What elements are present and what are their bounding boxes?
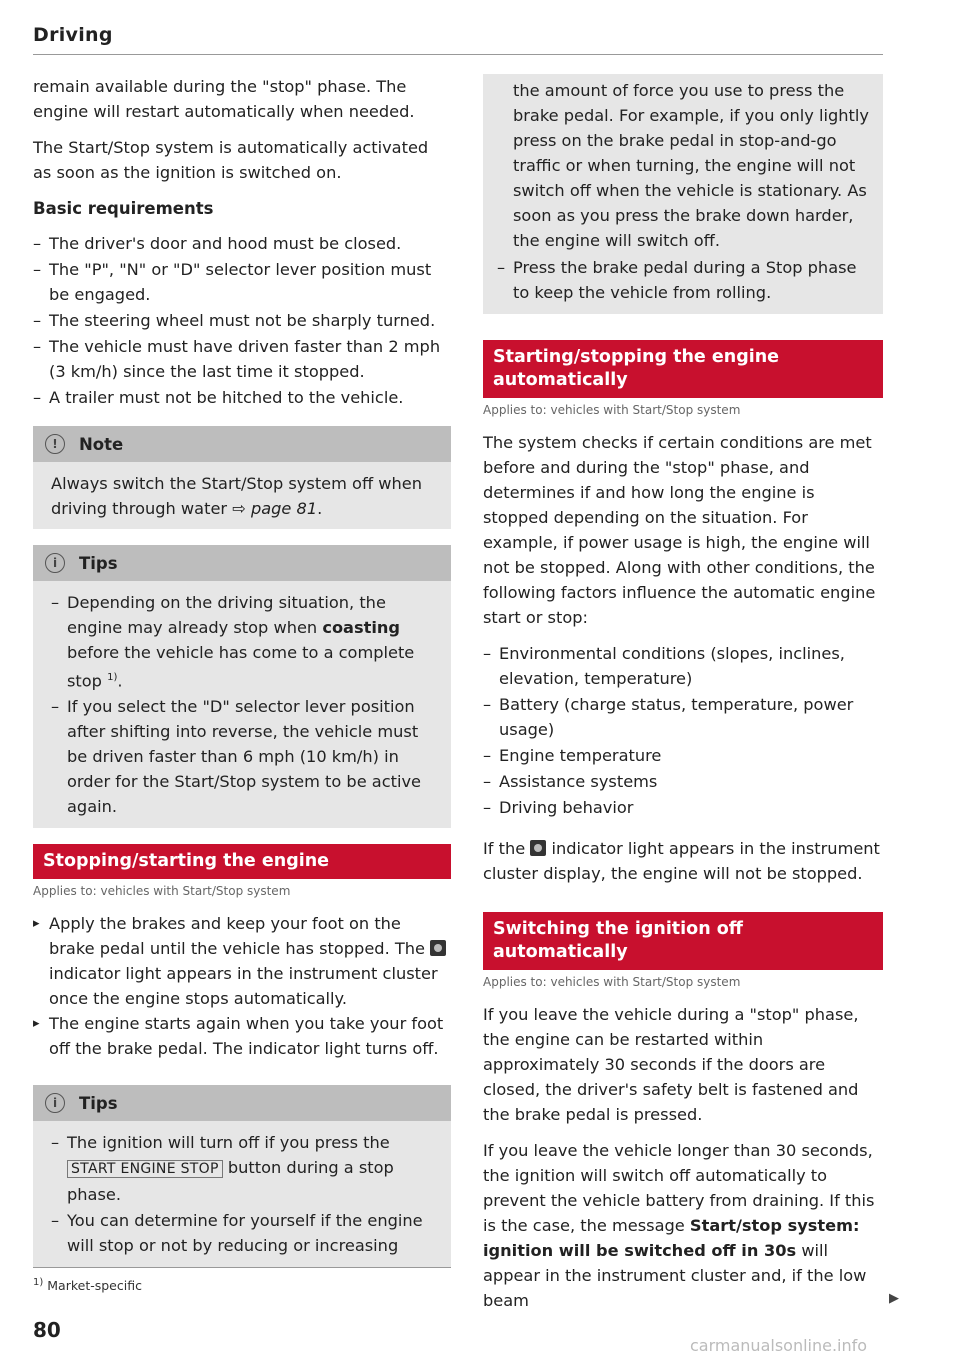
paragraph: The system checks if certain conditions are met before and during the "stop" phase, and determines if and how long the engine is stopped depending on the situation. For example, if power usage is high, the engine will not be stopped. Along with other conditions, the following factors influence the automatic engine start or stop:	[483, 433, 876, 627]
start-stop-indicator-icon	[430, 940, 446, 956]
chapter-title: Driving	[33, 24, 113, 46]
list-item: – The driver's door and hood must be closed.	[33, 231, 451, 256]
tips-header	[33, 1085, 451, 1121]
note-text: Always switch the Start/Stop system off when driving through water	[51, 474, 422, 518]
basic-requirements-heading: Basic requirements	[33, 199, 214, 218]
info-icon: i	[45, 553, 65, 573]
list-item: – The "P", "N" or "D" selector lever position must be engaged.	[33, 257, 451, 307]
section-heading: Switching the ignition off automatically	[483, 912, 883, 970]
tips-body	[33, 581, 451, 828]
tips-title: Tips	[79, 1093, 118, 1113]
info-icon: i	[45, 1093, 65, 1113]
note-box	[33, 426, 451, 529]
tips-body	[483, 74, 883, 314]
right-column	[483, 74, 899, 1324]
paragraph: The Start/Stop system is automatically activated as soon as the ignition is switched on.	[33, 138, 429, 182]
list-item: – Engine temperature	[483, 743, 883, 768]
list-item: – The steering wheel must not be sharply turned.	[33, 308, 451, 333]
list-item: – You can determine for yourself if the engine will stop or not by reducing or increasing	[51, 1208, 437, 1258]
start-stop-unavailable-icon	[530, 840, 546, 856]
tips-box	[33, 545, 451, 828]
page-header	[33, 24, 883, 55]
watermark: carmanualsonline.info	[690, 1336, 868, 1355]
list-item: – If you select the "D" selector lever position after shifting into reverse, the vehicle must be driven faster than 6 mph (10 km/h) in order for the Start/Stop system to be active again.	[51, 694, 437, 819]
tips-continued-text: the amount of force you use to press the brake pedal. For example, if you only lightly press on the brake pedal in stop-and-go traffic or when turning, the engine will not switch off when the vehicle is stationary. As soon as you press the brake down harder, the engine will switch off.	[513, 81, 869, 250]
basic-requirements-list	[33, 231, 451, 410]
paragraph: If you leave the vehicle during a "stop" phase, the engine can be restarted within approximately 30 seconds if the doors are closed, the driver's safety belt is fastened and the brake pedal is pressed.	[483, 1005, 859, 1124]
list-item: – Press the brake pedal during a Stop phase to keep the vehicle from rolling.	[497, 255, 869, 305]
list-item: – Depending on the driving situation, the engine may already stop when coasting before the vehicle has come to a complete stop $^{1)}$.	[51, 590, 437, 693]
paragraph: remain available during the "stop" phase. The engine will restart automatically when needed.	[33, 77, 415, 121]
applies-to: Applies to: vehicles with Start/Stop system	[483, 975, 741, 989]
step-item: ▸ The engine starts again when you take your foot off the brake pedal. The indicator light turns off.	[33, 1011, 451, 1061]
paragraph: If the indicator light appears in the instrument cluster display, the engine will not be stopped.	[483, 839, 880, 883]
footnote: $^{1)}$ Market-specific	[33, 1277, 142, 1294]
note-title: Note	[79, 434, 124, 454]
list-item: – Assistance systems	[483, 769, 883, 794]
step-item: ▸ Apply the brakes and keep your foot on the brake pedal until the vehicle has stopped. The indicator light appears in the instrument cluster once the engine stops automatically.	[33, 911, 451, 1011]
footnote-divider	[33, 1267, 451, 1268]
factor-list	[483, 641, 883, 820]
tips-box-continued	[483, 74, 883, 314]
note-body: Always switch the Start/Stop system off when driving through water ⇨ page 81.	[51, 474, 422, 518]
left-column	[33, 74, 451, 1283]
list-item: – The ignition will turn off if you press the START ENGINE STOP button during a stop phase.	[51, 1130, 437, 1207]
tips-body	[33, 1121, 451, 1267]
list-item: – Battery (charge status, temperature, power usage)	[483, 692, 883, 742]
tips-header	[33, 545, 451, 581]
applies-to: Applies to: vehicles with Start/Stop system	[483, 403, 741, 417]
paragraph: If you leave the vehicle longer than 30 seconds, the ignition will switch off automatically to prevent the vehicle battery from draining. If this is the case, the message Start/stop system: ignition will be switched off in 30s will appear in the instrument cluster and, if the low beam ▶	[483, 1141, 899, 1310]
section-heading: Stopping/starting the engine	[33, 844, 451, 879]
page-number: 80	[33, 1318, 61, 1342]
list-item: – A trailer must not be hitched to the vehicle.	[33, 385, 451, 410]
page-reference-link[interactable]: page 81	[250, 499, 318, 518]
applies-to: Applies to: vehicles with Start/Stop system	[33, 884, 291, 899]
section-heading: Starting/stopping the engine automatically	[483, 340, 883, 398]
step-list	[33, 911, 451, 1061]
list-item: – Environmental conditions (slopes, inclines, elevation, temperature)	[483, 641, 883, 691]
tips-box	[33, 1085, 451, 1267]
list-item: – Driving behavior	[483, 795, 883, 820]
footnote-ref: 1)	[107, 672, 118, 683]
list-item: – The vehicle must have driven faster than 2 mph (3 km/h) since the last time it stopped.	[33, 334, 451, 384]
continue-arrow-icon: ▶	[889, 1291, 899, 1306]
arrow-right-icon: ⇨	[232, 499, 246, 518]
warning-icon: !	[45, 434, 65, 454]
start-engine-stop-button-label: START ENGINE STOP	[67, 1160, 223, 1178]
note-header	[33, 426, 451, 462]
tips-title: Tips	[79, 553, 118, 573]
